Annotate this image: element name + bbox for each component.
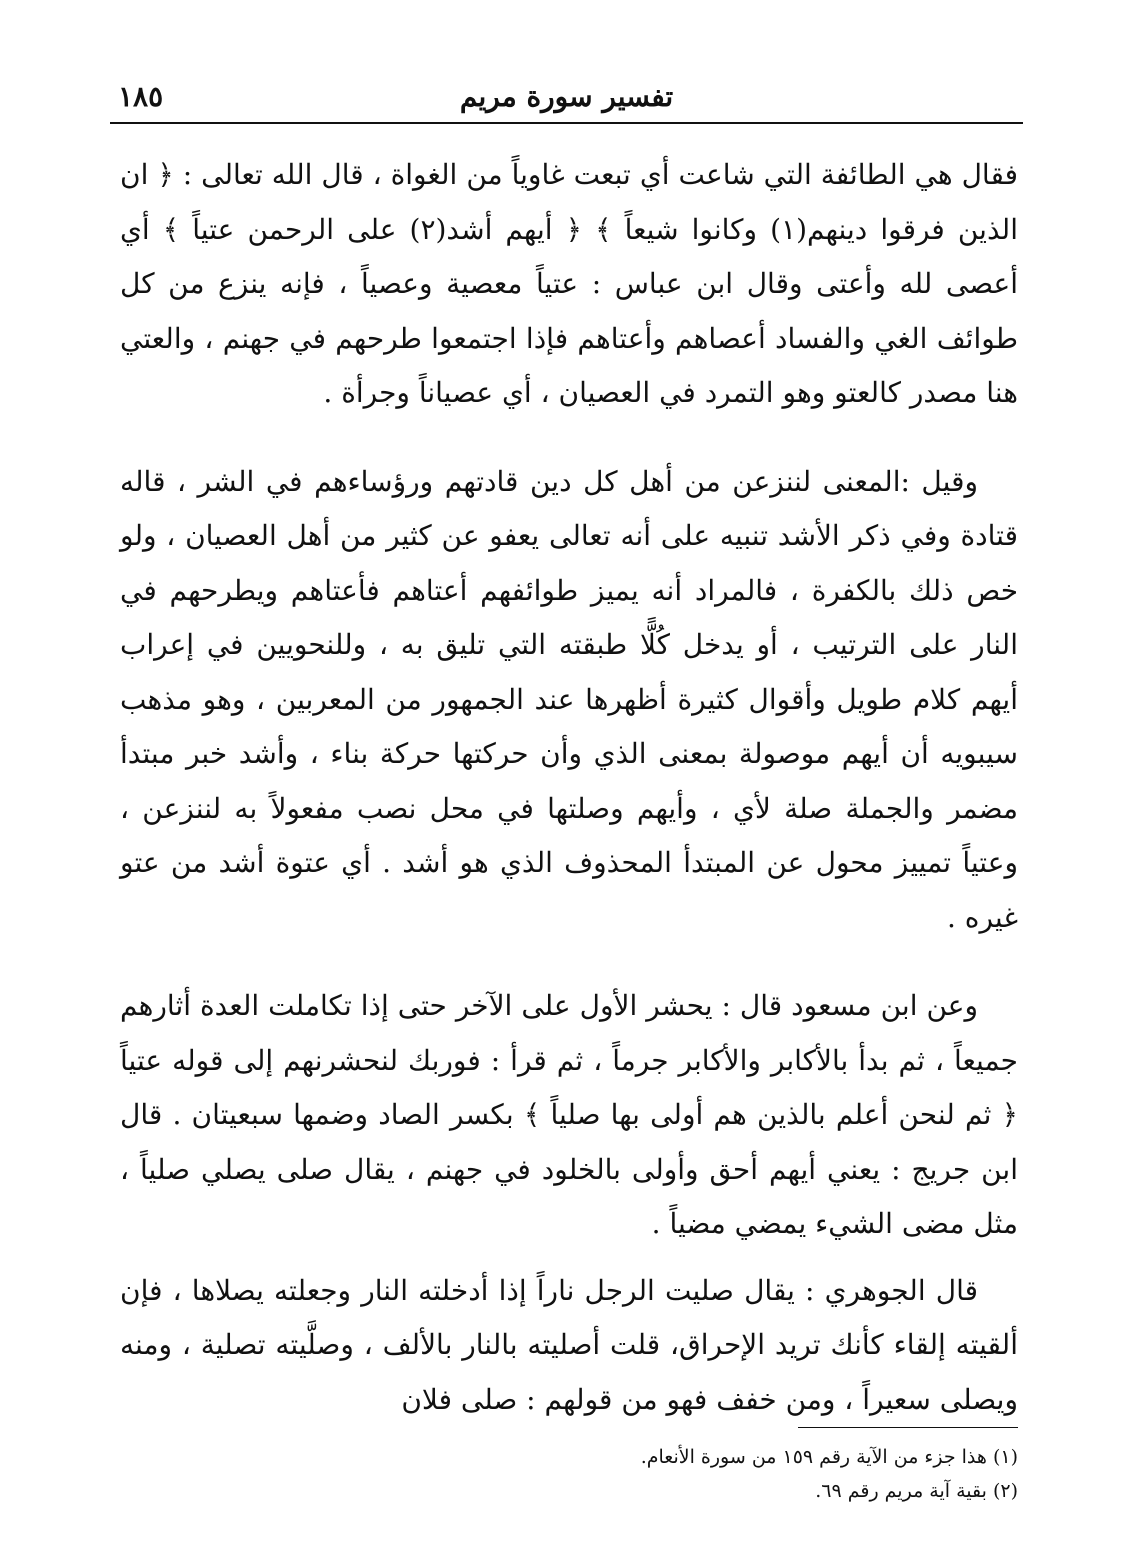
main-text — [120, 148, 1018, 1427]
footnote-divider — [798, 1427, 1018, 1428]
running-header — [110, 78, 1023, 124]
paragraph-2: وقيل :المعنى لننزعن من أهل كل دين قادتهم ورؤساءهم في الشر ، قاله قتادة وفي ذكر الأشد تنبيه على أنه تعالى يعفو عن كثير من أهل العصيان ، ولو خص ذلك بالكفرة ، فالمراد أنه يميز طوائفهم أعتاهم فأعتاهم ويطرحهم في النار على الترتيب ، أو يدخل كُلًّا طبقته التي تليق به ، وللنحويين في إعراب أيهم كلام طويل وأقوال كثيرة أظهرها عند الجمهور من المعربين ، وهو مذهب سيبويه أن أيهم موصولة بمعنى الذي وأن حركتها حركة بناء ، وأشد خبر مبتدأ مضمر والجملة صلة لأي ، وأيهم وصلتها في محل نصب مفعولاً به لننزعن ، وعتياً تمييز محول عن المبتدأ المحذوف الذي هو أشد . أي عتوة أشد من عتو غيره . — [120, 464, 1018, 934]
footnotes — [120, 1440, 1018, 1508]
paragraph-4: قال الجوهري : يقال صليت الرجل ناراً إذا أدخلته النار وجعلته يصلاها ، فإن ألقيته إلقاء كأنك تريد الإحراق، قلت أصليته بالنار بالألف ، وصلَّيته تصلية ، ومنه ويصلى سعيراً ، ومن خفف فهو من قولهم : صلى فلان — [120, 1273, 1018, 1416]
page-title: تفسير سورة مريم — [459, 80, 674, 113]
footnote-1: (١) هذا جزء من الآية رقم ١٥٩ من سورة الأنعام. — [640, 1446, 1018, 1468]
paragraph-3: وعن ابن مسعود قال : يحشر الأول على الآخر حتى إذا تكاملت العدة أثارهم جميعاً ، ثم بدأ بالأكابر والأكابر جرماً ، ثم قرأ : فوربك لنحشرنهم إلى قوله عتياً ﴿ ثم لنحن أعلم بالذين هم أولى بها صلياً ﴾ بكسر الصاد وضمها سبعيتان . قال ابن جريج : يعني أيهم أحق وأولى بالخلود في جهنم ، يقال صلى يصلي صلياً ، مثل مضى الشيء يمضي مضياً . — [120, 989, 1018, 1240]
page-number: ١٨٥ — [118, 80, 164, 113]
paragraph-1: فقال هي الطائفة التي شاعت أي تبعت غاوياً من الغواة ، قال الله تعالى : ﴿ ان الذين فرقوا دينهم(١) وكانوا شيعاً ﴾ ﴿ أيهم أشد(٢) على الرحمن عتياً ﴾ أي أعصى لله وأعتى وقال ابن عباس : عتياً معصية وعصياً ، فإنه ينزع من كل طوائف الغي والفساد أعصاهم وأعتاهم فإذا اجتمعوا طرحهم في جهنم ، والعتي هنا مصدر كالعتو وهو التمرد في العصيان ، أي عصياناً وجرأة . — [120, 158, 1018, 409]
footnote-2: (٢) بقية آية مريم رقم ٦٩. — [815, 1480, 1018, 1502]
